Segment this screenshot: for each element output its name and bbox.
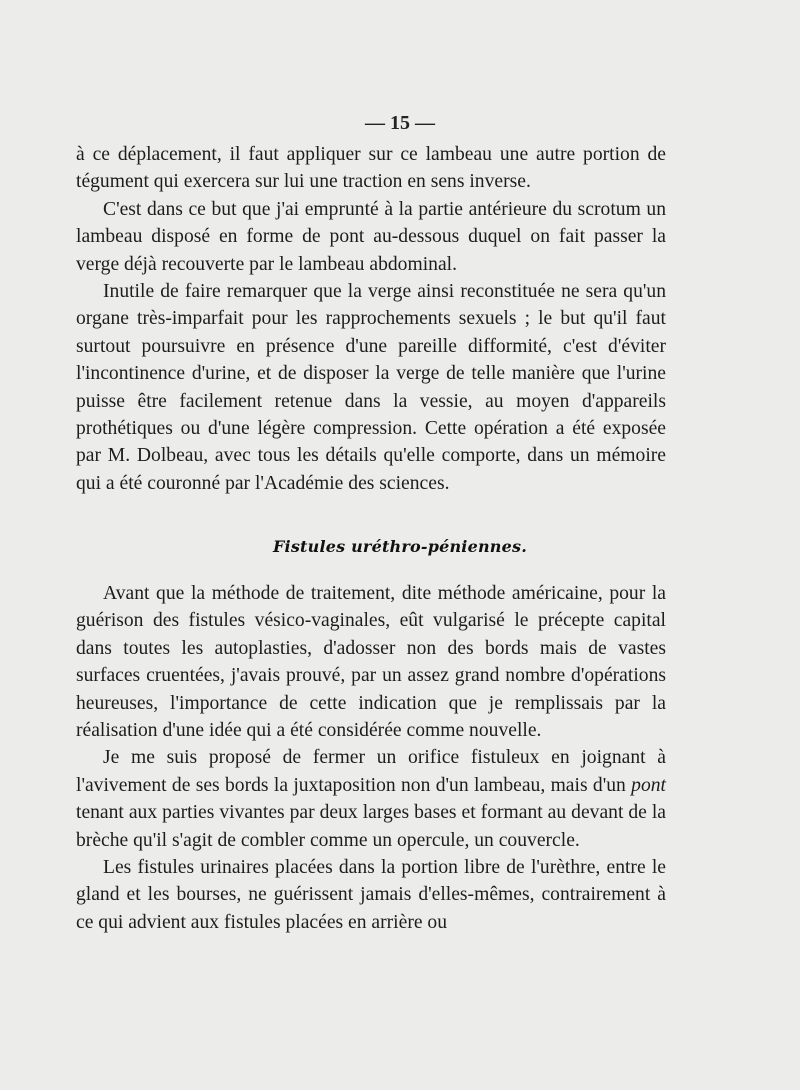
section-heading: Fistules uréthro-péniennes. [273,537,527,556]
paragraph: à ce déplacement, il faut appliquer sur ce lambeau une autre portion de tégument qui exercera sur lui une traction en sens inverse. [76,144,666,193]
paragraph: C'est dans ce but que j'ai emprunté à la partie antérieure du scrotum un lambeau disposé en forme de pont au-dessous duquel on fait passer la verge déjà recouverte par le lambeau abdominal. [76,198,666,275]
emphasized-word: pont [631,774,666,796]
text-block-bottom [76,580,666,936]
paragraph-text: Je me suis proposé de fermer un orifice fistuleux en joignant à l'avivement de ses bords la juxtaposition non d'un lambeau, mais d'un [76,747,666,796]
paragraph: Inutile de faire remarquer que la verge ainsi reconstituée ne sera qu'un organe très-imparfait pour les rapprochements sexuels ; le but qu'il faut surtout poursuivre en présence d'une pareille difformité, c'est d'éviter l'incontinence d'urine, et de disposer la verge de telle manière que l'urine puisse être facilement retenue dans la vessie, au moyen d'appareils prothétiques ou d'une légère compression. Cette opération a été exposée par M. Dolbeau, avec tous les détails qu'elle comporte, dans un mémoire qui a été couronné par l'Académie des sciences. [76,281,666,494]
paragraph [76,744,666,854]
paragraph: Les fistules urinaires placées dans la portion libre de l'urèthre, entre le gland et les bourses, ne guérissent jamais d'elles-mêmes, contrairement à ce qui advient aux fistules placées en arrière ou [76,857,666,933]
paragraph-text: tenant aux parties vivantes par deux larges bases et formant au devant de la brèche qu'il s'agit de combler comme un opercule, un couvercle. [76,802,666,851]
text-block-top [76,141,666,497]
paragraph: Avant que la méthode de traitement, dite méthode américaine, pour la guérison des fistules vésico-vaginales, eût vulgarisé le précepte capital dans toutes les autoplasties, d'adosser non des bords mais de vastes surfaces cruentées, j'avais prouvé, par un assez grand nombre d'opérations heureuses, l'importance de cette indication que je remplissais par la réalisation d'une idée qui a été considérée comme nouvelle. [76,583,666,742]
page-number: — 15 — [365,112,435,134]
